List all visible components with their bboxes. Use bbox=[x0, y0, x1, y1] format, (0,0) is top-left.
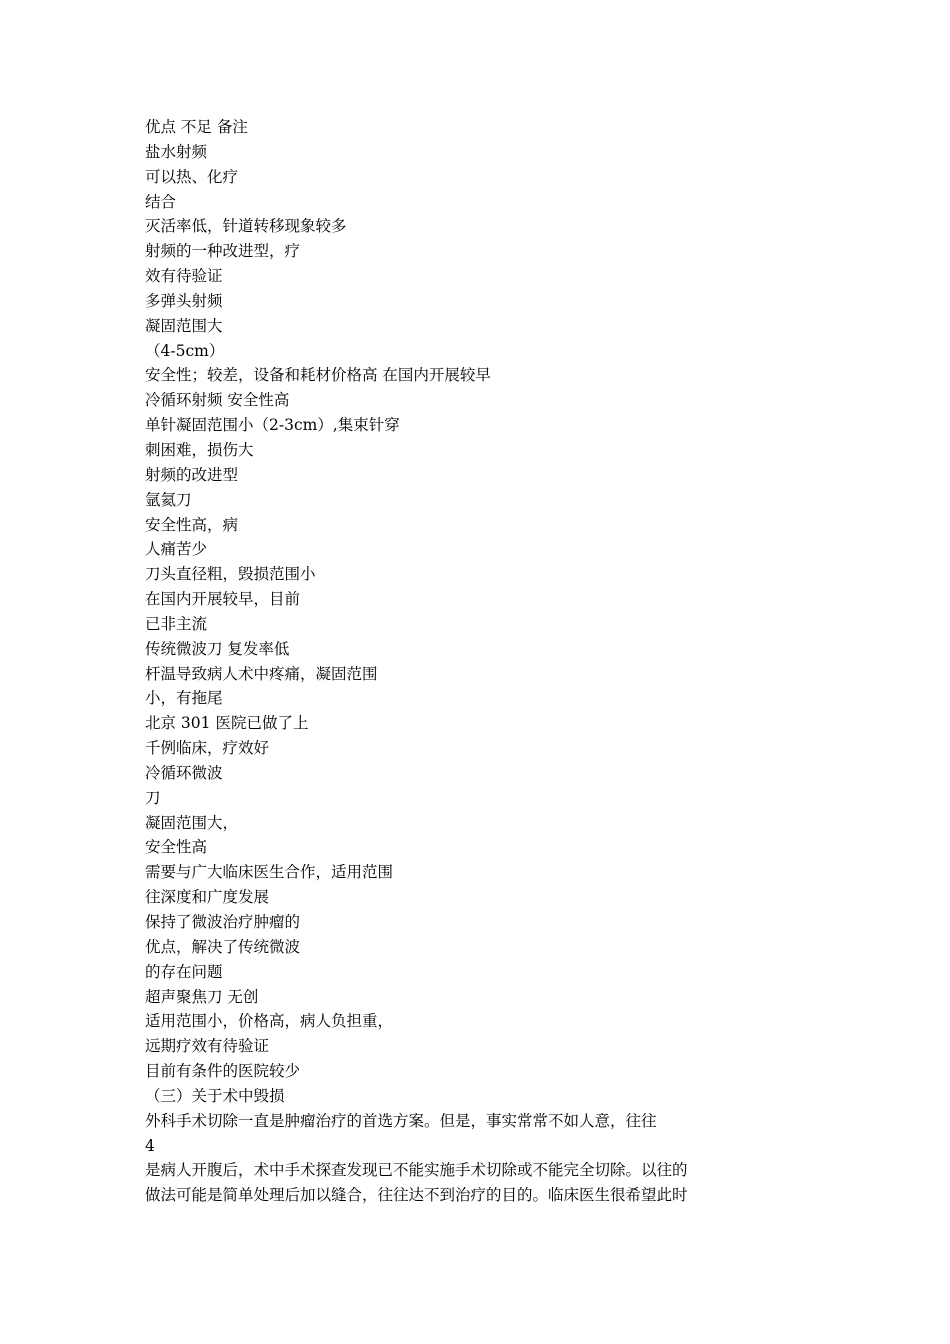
paragraph-line: 是病人开腹后，术中手术探查发现已不能实施手术切除或不能完全切除。以往的 bbox=[145, 1161, 688, 1180]
text-line: 凝固范围大 bbox=[145, 316, 223, 335]
text-line: 安全性高 bbox=[145, 838, 208, 857]
text-line: 千例临床，疗效好 bbox=[145, 739, 270, 758]
section-heading: （三）关于术中毁损 bbox=[145, 1086, 285, 1105]
text-line: 远期疗效有待验证 bbox=[145, 1037, 270, 1056]
table-header-line: 优点 不足 备注 bbox=[145, 118, 248, 136]
text-line: 灭活率低，针道转移现象较多 bbox=[145, 217, 347, 236]
text-line: 冷循环射频 安全性高 bbox=[145, 391, 290, 410]
text-line: 超声聚焦刀 无创 bbox=[145, 987, 259, 1006]
paragraph-line: 做法可能是简单处理后加以缝合，往往达不到治疗的目的。临床医生很希望此时 bbox=[145, 1186, 688, 1205]
text-line: 在国内开展较早，目前 bbox=[145, 590, 301, 609]
text-line: 凝固范围大， bbox=[145, 813, 239, 832]
text-line: 小，有拖尾 bbox=[145, 689, 223, 708]
text-line: 射频的一种改进型，疗 bbox=[145, 242, 301, 261]
text-line: 刀头直径粗，毁损范围小 bbox=[145, 565, 316, 584]
text-line: 刀 bbox=[145, 788, 161, 807]
text-line: 目前有条件的医院较少 bbox=[145, 1062, 301, 1081]
paragraph-line: 外科手术切除一直是肿瘤治疗的首选方案。但是，事实常常不如人意，往往 bbox=[145, 1111, 657, 1130]
text-line: 多弹头射频 bbox=[145, 291, 223, 310]
text-line: 北京 301 医院已做了上 bbox=[145, 714, 309, 733]
text-line: 往深度和广度发展 bbox=[145, 888, 270, 907]
document-body bbox=[145, 115, 865, 1208]
text-line: 杆温导致病人术中疼痛，凝固范围 bbox=[145, 664, 378, 683]
text-line: 需要与广大临床医生合作，适用范围 bbox=[145, 863, 394, 882]
text-line: 效有待验证 bbox=[145, 267, 223, 286]
text-line: 安全性高，病 bbox=[145, 515, 239, 534]
text-line: 的存在问题 bbox=[145, 962, 223, 981]
text-line: 刺困难，损伤大 bbox=[145, 440, 254, 459]
text-line: 安全性；较差，设备和耗材价格高 在国内开展较早 bbox=[145, 366, 491, 385]
text-line: 冷循环微波 bbox=[145, 763, 223, 782]
text-line: 氩氦刀 bbox=[145, 490, 192, 509]
text-line: （4-5cm） bbox=[145, 341, 225, 360]
text-line: 人痛苦少 bbox=[145, 540, 208, 559]
text-line: 保持了微波治疗肿瘤的 bbox=[145, 913, 301, 931]
text-line: 射频的改进型 bbox=[145, 465, 239, 484]
text-line: 单针凝固范围小（2-3cm）,集束针穿 bbox=[145, 416, 400, 435]
text-line: 传统微波刀 复发率低 bbox=[145, 639, 290, 658]
text-line: 适用范围小，价格高，病人负担重， bbox=[145, 1012, 394, 1031]
text-line: 已非主流 bbox=[145, 614, 208, 633]
text-line: 盐水射频 bbox=[145, 142, 208, 161]
text-line: 结合 bbox=[145, 192, 177, 211]
page-number: 4 bbox=[145, 1136, 155, 1155]
text-line: 优点，解决了传统微波 bbox=[145, 937, 301, 956]
text-line: 可以热、化疗 bbox=[145, 167, 239, 186]
